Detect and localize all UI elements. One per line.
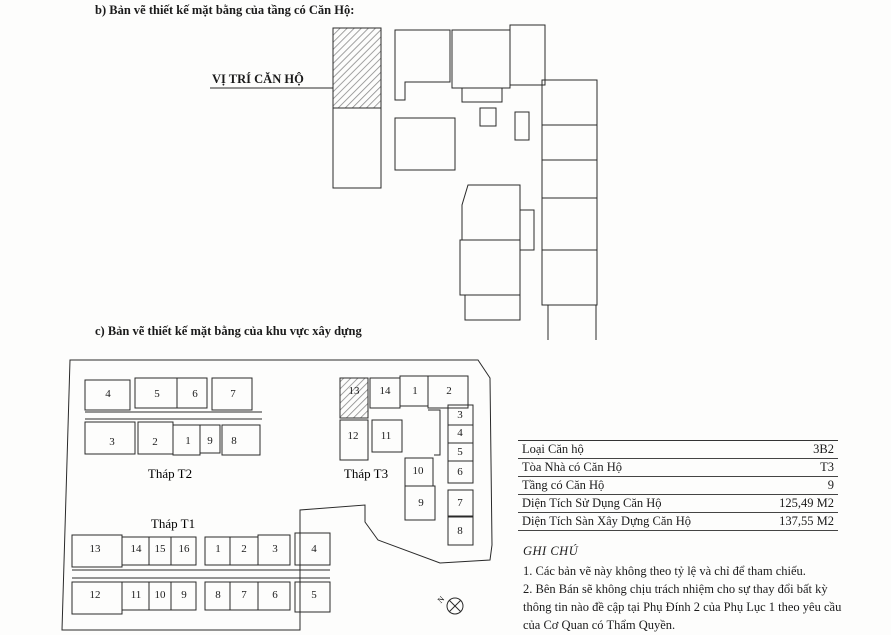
unit-number: 2 xyxy=(241,543,247,555)
unit-number: 9 xyxy=(207,435,213,447)
unit-number: 5 xyxy=(457,446,463,458)
unit-number: 3 xyxy=(457,409,463,421)
tower-label-t3: Tháp T3 xyxy=(343,466,389,481)
unit-number: 6 xyxy=(457,466,463,478)
unit-number: 1 xyxy=(412,385,418,397)
note-line: 2. Bên Bán sẽ không chịu trách nhiệm cho sự thay đổi bất kỳ xyxy=(523,582,828,596)
note-line: của Cơ Quan có Thẩm Quyền. xyxy=(523,618,676,632)
unit-number: 8 xyxy=(457,525,463,537)
unit-number: 12 xyxy=(89,589,101,601)
unit-number: 2 xyxy=(152,436,158,448)
unit-number: 3 xyxy=(109,436,115,448)
tower-t1 xyxy=(72,533,330,614)
unit-number: 4 xyxy=(105,388,111,400)
tower-t3 xyxy=(340,376,473,545)
unit-number: 1 xyxy=(215,543,221,555)
unit-number: 6 xyxy=(272,589,278,601)
unit-number: 10 xyxy=(412,465,424,477)
info-row xyxy=(518,441,838,459)
unit-number: 13 xyxy=(89,543,101,555)
unit-number: 16 xyxy=(178,543,190,555)
info-label: Tầng có Căn Hộ xyxy=(522,478,605,492)
info-value: T3 xyxy=(820,460,834,474)
note-line: 1. Các bản vẽ này không theo tỷ lệ và chỉ để tham chiếu. xyxy=(523,564,806,578)
info-row xyxy=(518,495,838,513)
info-label: Diện Tích Sử Dụng Căn Hộ xyxy=(522,496,662,510)
info-value: 137,55 M2 xyxy=(779,514,834,528)
unit-number: 2 xyxy=(446,385,452,397)
info-label: Diện Tích Sàn Xây Dựng Căn Hộ xyxy=(522,514,692,528)
info-label: Tòa Nhà có Căn Hộ xyxy=(522,460,622,474)
unit-number: 5 xyxy=(311,589,317,601)
section-b-heading: b) Bản vẽ thiết kế mặt bằng của tầng có Căn Hộ: xyxy=(95,3,355,17)
info-row xyxy=(518,477,838,495)
info-row xyxy=(518,513,838,531)
unit-number: 7 xyxy=(457,497,463,509)
unit-number: 5 xyxy=(154,388,160,400)
unit-number: 4 xyxy=(311,543,317,555)
tower-label-t2: Tháp T2 xyxy=(147,466,193,481)
unit-number: 8 xyxy=(231,435,237,447)
info-value: 125,49 M2 xyxy=(779,496,834,510)
unit-number: 1 xyxy=(185,435,191,447)
unit-number: 7 xyxy=(241,589,247,601)
unit-number: 3 xyxy=(272,543,278,555)
unit-number: 7 xyxy=(230,388,236,400)
unit-block xyxy=(222,425,260,455)
unit-number: 11 xyxy=(130,589,142,601)
location-label: VỊ TRÍ CĂN HỘ xyxy=(212,72,304,86)
unit-number: 15 xyxy=(154,543,166,555)
unit-number: 6 xyxy=(192,388,198,400)
info-label: Loại Căn hộ xyxy=(522,442,584,456)
unit-number: 9 xyxy=(181,589,187,601)
unit-number: 4 xyxy=(457,427,463,439)
unit-number: 10 xyxy=(154,589,166,601)
north-label: N xyxy=(435,594,447,605)
info-value: 3B2 xyxy=(813,442,834,456)
corridor xyxy=(428,410,440,455)
apartment-info-table xyxy=(518,440,838,531)
highlighted-unit xyxy=(340,378,368,418)
unit-number: 9 xyxy=(418,497,424,509)
unit-number: 14 xyxy=(379,385,391,397)
tower-label-t1: Tháp T1 xyxy=(150,516,196,531)
section-c-heading: c) Bản vẽ thiết kế mặt bằng của khu vực xây dựng xyxy=(95,324,362,338)
unit-number: 14 xyxy=(130,543,142,555)
unit-number: 8 xyxy=(215,589,221,601)
unit-number: 11 xyxy=(380,430,392,442)
notes-section xyxy=(523,542,883,634)
note-line: thông tin nào đề cập tại Phụ Đính 2 của Phụ Lục 1 theo yêu cầu xyxy=(523,600,842,614)
north-arrow-icon xyxy=(436,594,463,614)
info-value: 9 xyxy=(827,478,834,492)
notes-title: GHI CHÚ xyxy=(523,544,579,558)
unit-number: 13 xyxy=(348,385,360,397)
unit-number: 12 xyxy=(347,430,359,442)
info-row xyxy=(518,459,838,477)
